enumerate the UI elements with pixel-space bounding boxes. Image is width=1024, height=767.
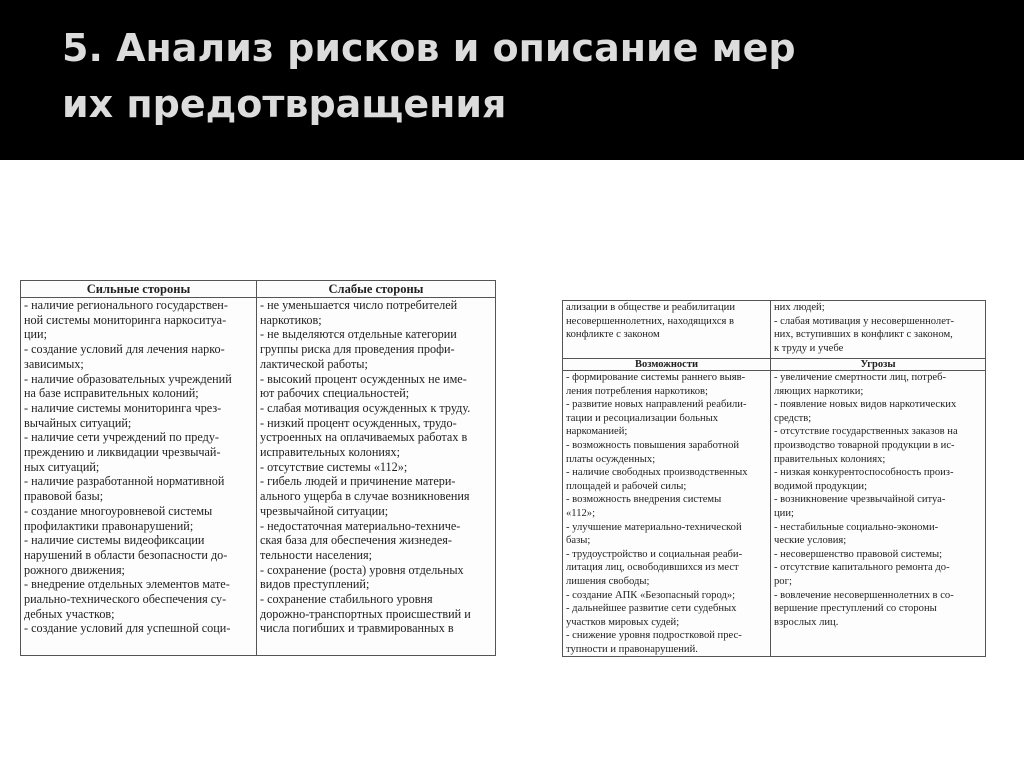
text-line: - низкий процент осужденных, трудо- [260, 415, 457, 430]
text-line: - создание условий для успешной соци- [24, 621, 231, 636]
text-line: производство товарной продукции в ис- [774, 439, 955, 451]
text-line: исправительных колониях; [260, 445, 401, 460]
text-line: несовершеннолетних, находящихся в [566, 315, 735, 327]
opportunities-cell [563, 371, 771, 657]
text-line: - наличие системы видеофиксации [24, 533, 205, 548]
text-line: ления потребления наркотиков; [566, 385, 708, 397]
text-line: - слабая мотивация у несовершеннолет- [774, 315, 955, 327]
text-line: - наличие разработанной нормативной [24, 474, 225, 489]
text-line: - отсутствие системы «112»; [260, 459, 408, 474]
text-line: - создание многоуровневой системы [24, 503, 213, 518]
text-line: - дальнейшее развитие сети судебных [566, 603, 737, 615]
text-line: профилактики правонарушений; [24, 518, 194, 533]
text-line: - снижение уровня подростковой прес- [566, 630, 742, 642]
weaknesses-cell [257, 298, 496, 656]
text-line: - наличие сети учреждений по преду- [24, 430, 219, 445]
text-line: - увеличение смертности лиц, потреб- [774, 372, 946, 383]
text-line: - несовершенство правовой системы; [774, 548, 943, 560]
weaknesses-header: Слабые стороны [257, 281, 496, 298]
text-line: - наличие системы мониторинга чрез- [24, 400, 222, 415]
text-line: ции; [774, 507, 794, 519]
text-line: ляющих наркотики; [774, 385, 864, 397]
text-line: ская база для обеспечения жизнедея- [260, 533, 452, 548]
text-line: ции; [24, 327, 47, 342]
text-line: - высокий процент осужденных не име- [260, 371, 467, 386]
text-line: чрезвычайной ситуации; [260, 503, 389, 518]
text-line: ального ущерба в случае возникновения [260, 489, 470, 504]
text-line: - не выделяются отдельные категории [260, 327, 457, 342]
text-line: - отсутствие государственных заказов на [774, 426, 958, 438]
text-line: базы; [566, 535, 591, 547]
threats-header: Угрозы [771, 359, 986, 371]
opportunities-header: Возможности [563, 359, 771, 371]
text-line: - возникновение чрезвычайной ситуа- [774, 494, 946, 506]
text-line: числа погибших и травмированных в [260, 621, 454, 636]
text-line: - создание АПК «Безопасный город»; [566, 589, 736, 601]
text-line: - не уменьшается число потребителей [260, 298, 458, 312]
text-line: - сохранение (роста) уровня отдельных [260, 562, 464, 577]
text-line: тельности населения; [260, 547, 373, 562]
text-line: нарушений в области безопасности до- [24, 547, 228, 562]
text-line: конфликте с законом [566, 329, 660, 341]
text-line: взрослых лиц. [774, 616, 839, 628]
title-line-1: 5. Анализ рисков и описание мер [62, 26, 796, 70]
text-line: видов преступлений; [260, 577, 370, 592]
text-line: платы осужденных; [566, 453, 656, 465]
text-line: - нестабильные социально-экономи- [774, 521, 939, 533]
title-line-2: их предотвращения [62, 82, 507, 126]
text-line: - наличие регионального государствен- [24, 298, 228, 312]
text-line: ческие условия; [774, 535, 847, 547]
text-line: - развитие новых направлений реабили- [566, 399, 747, 411]
text-line: зависимых; [24, 356, 84, 371]
text-line: - возможность повышения заработной [566, 439, 740, 451]
text-line: - недостаточная материально-техниче- [260, 518, 461, 533]
threats-cell [771, 371, 986, 657]
text-line: наркоманией; [566, 426, 628, 438]
text-line: - трудоустройство и социальная реаби- [566, 548, 743, 560]
text-line: риально-технического обеспечения су- [24, 592, 227, 607]
text-line: к труду и учебе [774, 342, 844, 354]
text-line: ной системы мониторинга наркоситуа- [24, 312, 227, 327]
text-line: них, вступивших в конфликт с законом, [774, 329, 953, 341]
text-line: устроенных на оплачиваемых работах в [260, 430, 468, 445]
text-line: - низкая конкурентоспособность произ- [774, 467, 954, 479]
text-line: вершение преступлений со стороны [774, 603, 937, 615]
text-line: ют рабочих специальностей; [260, 386, 410, 401]
text-line: - отсутствие капитального ремонта до- [774, 562, 950, 574]
text-line: - возможность внедрения системы [566, 494, 722, 506]
text-line: рог; [774, 575, 792, 587]
text-line: них людей; [774, 302, 825, 313]
text-line: правовой базы; [24, 489, 104, 504]
text-line: правительных колониях; [774, 453, 886, 465]
slide-title [62, 20, 1002, 132]
title-bar [0, 0, 1024, 160]
text-line: вычайных ситуаций; [24, 415, 132, 430]
text-line: - сохранение стабильного уровня [260, 592, 433, 607]
text-line: - слабая мотивация осужденных к труду. [260, 400, 471, 415]
text-line: группы риска для проведения профи- [260, 342, 455, 357]
text-line: дебных участков; [24, 606, 115, 621]
continued-left-cell [563, 301, 771, 359]
opportunities-threats-table [562, 300, 986, 657]
text-line: на базе исправительных колоний; [24, 386, 199, 401]
text-line: - гибель людей и причинение матери- [260, 474, 456, 489]
strengths-cell [21, 298, 257, 656]
strengths-header: Сильные стороны [21, 281, 257, 298]
text-line: участков мировых судей; [566, 616, 680, 628]
text-line: преждению и ликвидации чрезвычай- [24, 445, 221, 460]
text-line: - вовлечение несовершеннолетних в со- [774, 589, 954, 601]
text-line: - улучшение материально-технической [566, 521, 742, 533]
text-line: водимой продукции; [774, 480, 868, 492]
text-line: средств; [774, 412, 812, 424]
text-line: «112»; [566, 507, 596, 519]
text-line: - внедрение отдельных элементов мате- [24, 577, 230, 592]
text-line: ализации в обществе и реабилитации [566, 302, 736, 313]
strengths-weaknesses-table [20, 280, 496, 656]
text-line: тупности и правонарушений. [566, 643, 698, 655]
text-line: дорожно-транспортных происшествий и [260, 606, 471, 621]
text-line: - появление новых видов наркотических [774, 399, 957, 411]
text-line: наркотиков; [260, 312, 322, 327]
continued-right-cell [771, 301, 986, 359]
text-line: тации и ресоциализации больных [566, 412, 719, 424]
text-line: - формирование системы раннего выяв- [566, 372, 746, 383]
text-line: лишения свободы; [566, 575, 650, 587]
text-line: - наличие свободных производственных [566, 467, 748, 479]
text-line: рожного движения; [24, 562, 125, 577]
text-line: литация лиц, освободившихся из мест [566, 562, 739, 574]
text-line: площадей и рабочей силы; [566, 480, 687, 492]
text-line: - создание условий для лечения нарко- [24, 342, 225, 357]
text-line: ных ситуаций; [24, 459, 100, 474]
text-line: - наличие образовательных учреждений [24, 371, 232, 386]
text-line: лактической работы; [260, 356, 368, 371]
